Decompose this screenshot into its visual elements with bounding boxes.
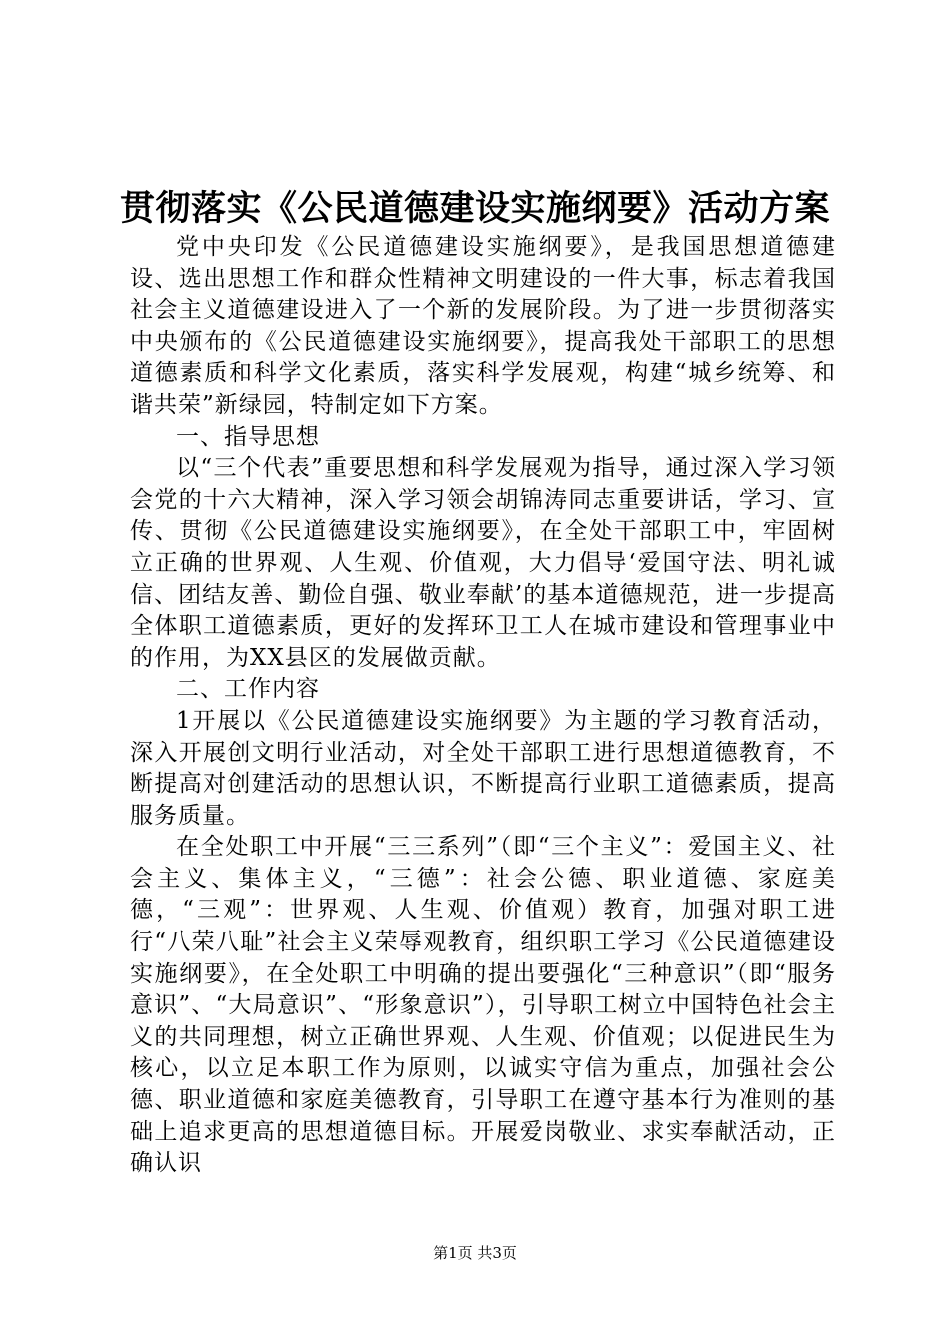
work-content-item-1: 1开展以《公民道德建设实施纲要》为主题的学习教育活动，深入开展创文明行业活动，对全处干部职工进行思想道德教育，不断提高对创建活动的思想认识，不断提高行业职工道德素质，提高服务质量。 [130, 707, 836, 829]
page-footer: 第1页 共3页 [433, 1244, 517, 1262]
guiding-ideology-paragraph: 以“三个代表”重要思想和科学发展观为指导，通过深入学习领会党的十六大精神，深入学习领会胡锦涛同志重要讲话，学习、宣传、贯彻《公民道德建设实施纲要》，在全处干部职工中，牢固树立正确的世界观、人生观、价值观，大力倡导‘爱国守法、明礼诚信、团结友善、勤俭自强、敬业奉献’的基本道德规范，进一步提高全体职工道德素质，更好的发挥环卫工人在城市建设和管理事业中的作用，为XX县区的发展做贡献。 [130, 455, 836, 671]
intro-paragraph: 党中央印发《公民道德建设实施纲要》，是我国思想道德建设、选出思想工作和群众性精神文明建设的一件大事，标志着我国社会主义道德建设进入了一个新的发展阶段。为了进一步贯彻落实中央颁布的《公民道德建设实施纲要》，提高我处干部职工的思想道德素质和科学文化素质，落实科学发展观，构建“城乡统筹、和谐共荣”新绿园，特制定如下方案。 [130, 234, 836, 418]
section-heading-work-content: 二、工作内容 [176, 676, 320, 703]
section-heading-guiding-ideology: 一、指导思想 [176, 423, 320, 450]
work-content-paragraph-2: 在全处职工中开展“三三系列”（即“三个主义”：爱国主义、社会主义、集体主义，“三德”：社会公德、职业道德、家庭美德，“三观”：世界观、人生观、价值观）教育，加强对职工进行“八荣八耻”社会主义荣辱观教育，组织职工学习《公民道德建设实施纲要》，在全处职工中明确的提出要强化“三种意识”（即“服务意识”、“大局意识”、“形象意识”），引导职工树立中国特色社会主义的共同理想，树立正确世界观、人生观、价值观；以促进民生为核心，以立足本职工作为原则，以诚实守信为重点，加强社会公德、职业道德和家庭美德教育，引导职工在遵守基本行为准则的基础上追求更高的思想道德目标。开展爱岗敬业、求实奉献活动，正确认识 [130, 834, 836, 1177]
document-body [130, 232, 836, 1180]
document-title: 贯彻落实《公民道德建设实施纲要》活动方案 [120, 188, 831, 229]
